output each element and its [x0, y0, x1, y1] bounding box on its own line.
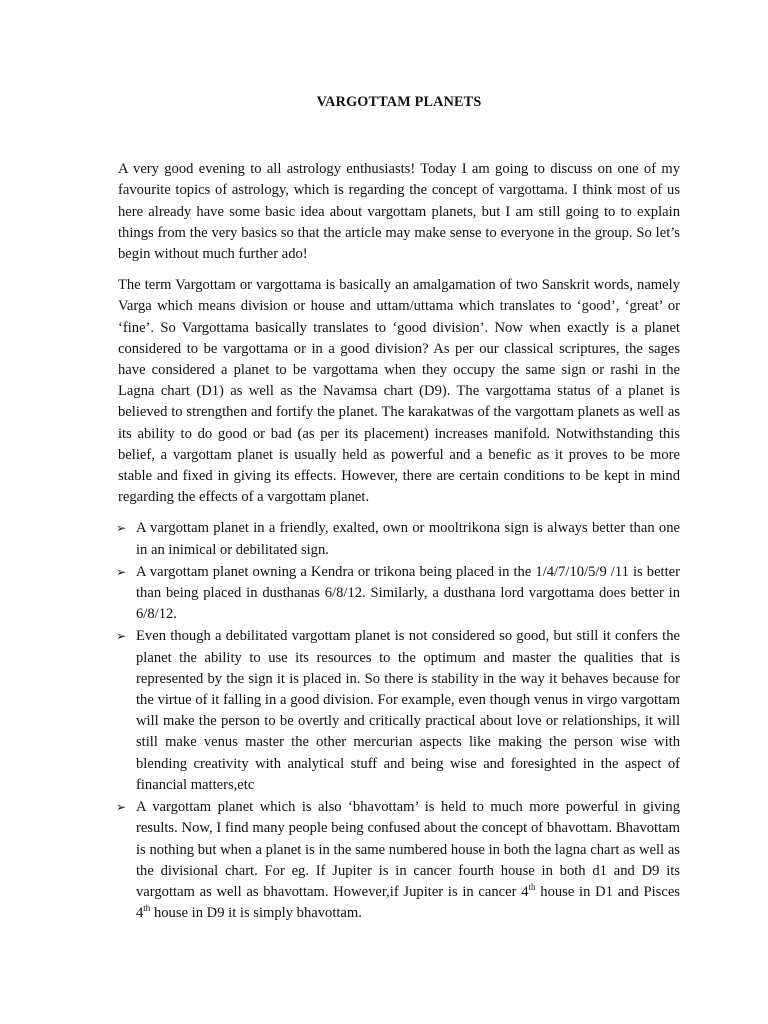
page-title: VARGOTTAM PLANETS — [316, 94, 482, 110]
list-item — [118, 562, 680, 626]
arrow-bullet-icon: ➢ — [116, 564, 127, 579]
list-item — [118, 626, 680, 796]
conditions-list — [118, 518, 680, 924]
intro-paragraph: A very good evening to all astrology enthusiasts! Today I am going to discuss on one of my favourite topics of astrology, which is regarding the concept of vargottama. I think most of us here already have some basic idea about vargottam planets, but I am still going to to explain things from the very basics so that the article may make sense to everyone in the group. So let’s begin without much further ado! — [118, 161, 680, 263]
document-page — [118, 92, 680, 925]
list-item — [118, 518, 680, 560]
arrow-bullet-icon: ➢ — [116, 800, 127, 815]
arrow-bullet-icon: ➢ — [116, 521, 127, 536]
ordinal-suffix: th — [528, 881, 536, 892]
list-item-text: A vargottam planet which is also ‘bhavottam’ is held to much more powerful in giving results. Now, I find many people being confused about the concept of bhavottam. Bhavottam is nothing but when a planet is in the same numbered house in both the lagna chart as well as the divisional chart. For eg. If Jupiter is in cancer fourth house in both d1 and D9 its vargottam as well as bhavottam. However,if Jupiter is in cancer 4th house in D1 and Pisces 4th house in D9 it is simply bhavottam. — [136, 799, 680, 922]
arrow-bullet-icon: ➢ — [116, 629, 127, 644]
ordinal-suffix: th — [143, 903, 151, 914]
list-item-text: A vargottam planet in a friendly, exalted, own or mooltrikona sign is always better than one in an inimical or debilitated sign. — [136, 520, 680, 558]
list-item — [118, 797, 680, 924]
list-item-text: Even though a debilitated vargottam planet is not considered so good, but still it confers the planet the ability to use its resources to the optimum and master the qualities that is represented by the sign it is placed in. So there is stability in the way it behaves because for the virtue of it falling in a good division. For example, even though venus in virgo vargottam will make the person to be overtly and critically practical about love or relationships, it will still make venus master the other mercurian aspects like making the person wise with blending creativity with analytical stuff and being wise and foresighted in the aspect of financial matters,etc — [136, 628, 680, 793]
list-item-text: A vargottam planet owning a Kendra or trikona being placed in the 1/4/7/10/5/9 /11 is better than being placed in dusthanas 6/8/12. Similarly, a dusthana lord vargottama does better in 6/8/12. — [136, 563, 680, 623]
definition-paragraph: The term Vargottam or vargottama is basically an amalgamation of two Sanskrit words, namely Varga which means division or house and uttam/uttama which translates to ‘good’, ‘great’ or ‘fine’. So Vargottama basically translates to ‘good division’. Now when exactly is a planet considered to be vargottama or in a good division? As per our classical scriptures, the sages have considered a planet to be vargottama when they occupy the same sign or rashi in the Lagna chart (D1) as well as the Navamsa chart (D9). The vargottama status of a planet is believed to strengthen and fortify the planet. The karakatwas of the vargottam planets as well as its ability to do good or bad (as per its placement) increases manifold. Notwithstanding this belief, a vargottam planet is usually held as powerful and a benefic as it proves to be more stable and fixed in giving its effects. However, there are certain conditions to be kept in mind regarding the effects of a vargottam planet. — [118, 277, 680, 506]
